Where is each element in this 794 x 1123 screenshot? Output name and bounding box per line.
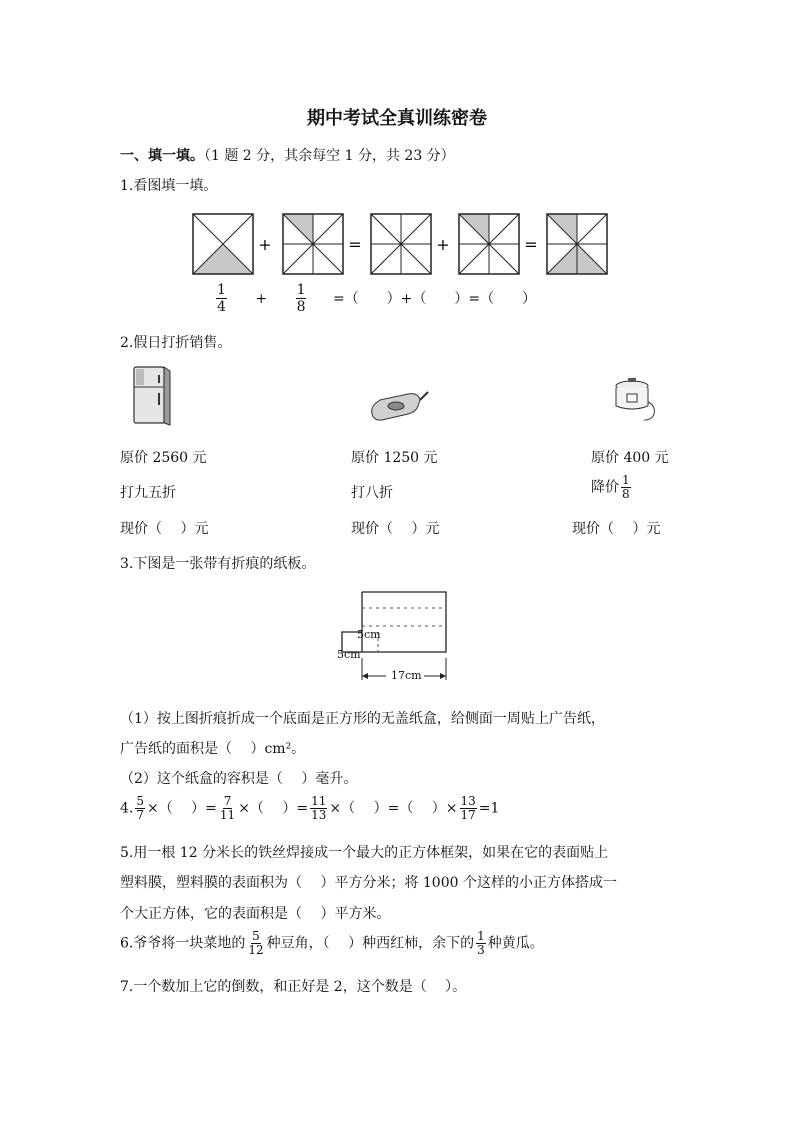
item-1-now: 现价（ ）元: [120, 521, 209, 537]
item-1-price: 原价 2560 元: [120, 450, 207, 466]
section-heading: [120, 145, 455, 165]
question-3-prompt: 3.下图是一张带有折痕的纸板。: [120, 556, 316, 572]
dim-5cm-upper: 5cm: [357, 628, 381, 641]
fraction-5-12: $\frac{5}{12}$: [248, 929, 264, 957]
refrigerator-icon: [128, 365, 172, 427]
q3-sub1-line1: （1）按上图折痕折成一个底面是正方形的无盖纸盒，给侧面一周贴上广告纸，: [120, 711, 605, 727]
fraction-1-3: $\frac{1}{3}$: [477, 929, 485, 957]
answer-blanks: =（ ）+（ ）=（ ）: [332, 290, 537, 307]
page-title: 期中考试全真训练密卷: [307, 108, 487, 129]
mobile-phone-icon: [368, 390, 430, 424]
item-3-price: 原价 400 元: [591, 450, 669, 466]
q5-line1: 5.用一根 12 分米长的铁丝焊接成一个最大的正方体框架，如果在它的表面贴上: [120, 845, 609, 861]
equals-sign: =: [348, 235, 362, 254]
square-blank-figure-2: [459, 214, 519, 274]
plus-sign: +: [436, 235, 450, 254]
fraction-13-17: $\frac{13}{17}$: [460, 794, 476, 822]
square-eighth-figure: [283, 214, 343, 274]
fraction-one-eighth: $\frac{1}{8}$: [296, 282, 306, 315]
equals-sign: =: [524, 235, 538, 254]
question-6: 6.爷爷将一块菜地的 $\frac{5}{12}$ 种豆角，（ ）种西红柿，余下的 $\frac{1}{3}$ 种黄瓜。: [120, 929, 544, 957]
square-quarter-figure: [193, 214, 253, 274]
q3-sub2: （2）这个纸盒的容积是（ ）毫升。: [120, 771, 358, 787]
question-2-prompt: 2.假日打折销售。: [120, 335, 232, 351]
fraction-one-quarter: $\frac{1}{4}$: [217, 282, 226, 315]
section-label: 一、填一填。: [120, 148, 204, 164]
rice-cooker-icon: [608, 372, 660, 424]
section-note: （1 题 2 分，其余每空 1 分，共 23 分）: [204, 148, 455, 164]
item-2-price: 原价 1250 元: [351, 450, 438, 466]
question-7: 7.一个数加上它的倒数，和正好是 2，这个数是（ ）。: [120, 979, 467, 995]
q3-sub1-line2: 广告纸的面积是（ ）cm²。: [120, 741, 306, 757]
square-blank-figure-1: [371, 214, 431, 274]
dim-5cm-lower: 5cm: [337, 648, 361, 661]
q5-line3: 个大正方体，它的表面积是（ ）平方米。: [120, 906, 391, 922]
item-1-discount: 打九五折: [120, 485, 176, 501]
plus-sign: +: [258, 235, 272, 254]
fraction-squares-figure: [185, 210, 615, 280]
item-2-now: 现价（ ）元: [351, 521, 440, 537]
item-3-discount: 降价 $\frac{1}{8}$: [591, 473, 630, 501]
fraction-5-7: $\frac{5}{7}$: [136, 794, 144, 822]
fraction-11-13: $\frac{11}{13}$: [311, 794, 327, 822]
square-result-figure: [547, 214, 607, 274]
plus-text: +: [255, 290, 268, 307]
q5-line2: 塑料膜，塑料膜的表面积为（ ）平方分米；将 1000 个这样的小正方体搭成一: [120, 875, 617, 891]
dim-17cm: 17cm: [391, 669, 422, 682]
item-3-now: 现价（ ）元: [572, 521, 661, 537]
fraction-7-11: $\frac{7}{11}$: [219, 794, 236, 822]
fraction-one-eighth-discount: $\frac{1}{8}$: [622, 473, 630, 501]
fraction-row: [214, 282, 536, 315]
question-4: 4. $\frac{5}{7}$ ×（ ）= $\frac{7}{11}$ ×（ ）= $\frac{11}{13}$ ×（ ）=（ ）× $\frac{13}{17}$ =1: [120, 794, 500, 822]
item-2-discount: 打八折: [351, 485, 393, 501]
question-1-prompt: 1.看图填一填。: [120, 178, 218, 194]
